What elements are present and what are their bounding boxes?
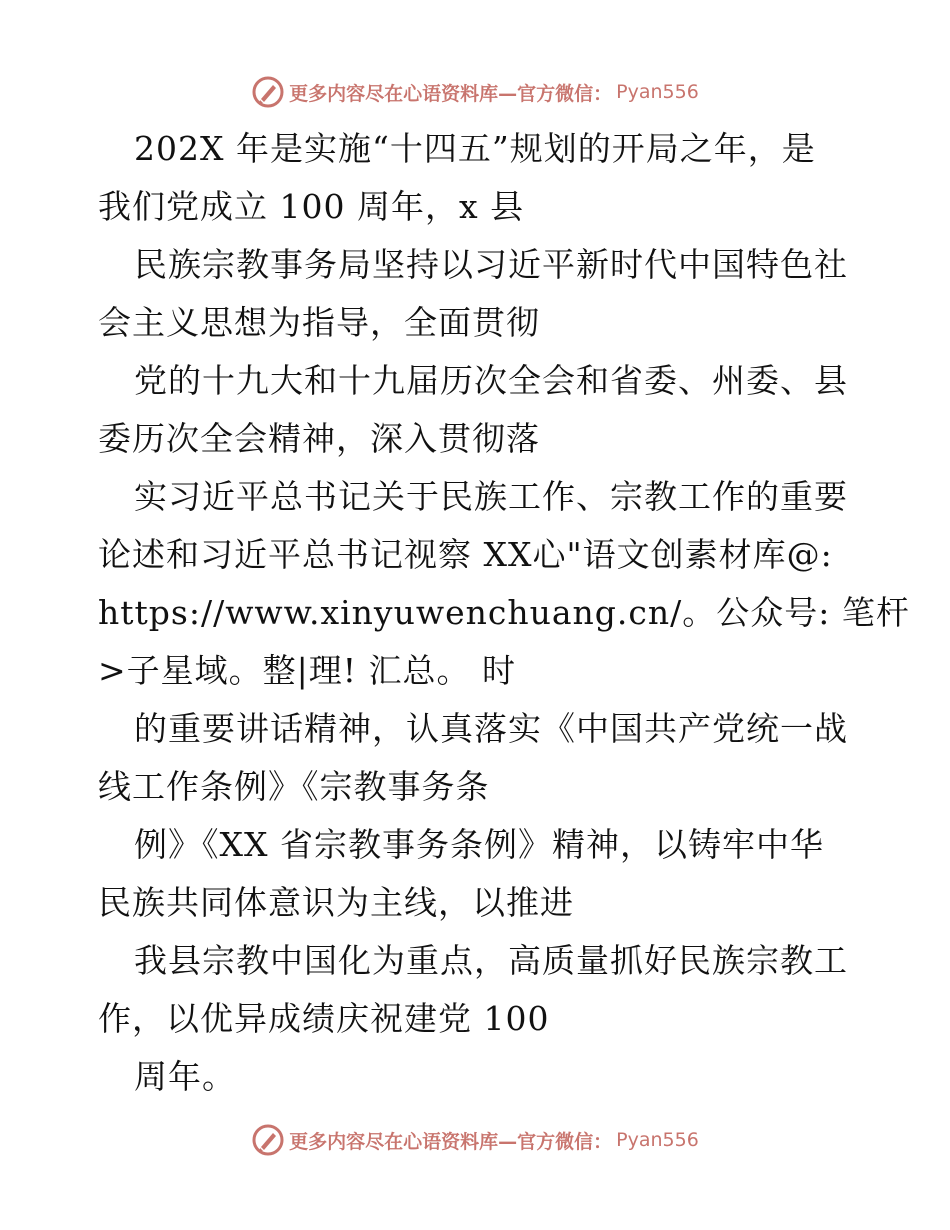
footer-watermark — [0, 1120, 950, 1160]
paragraph-line: 作，以优异成绩庆祝建党 100 — [98, 999, 550, 1038]
paragraph-line: https://www.xinyuwenchuang.cn/。公众号: 笔杆 — [98, 593, 910, 632]
paragraph-line: 我们党成立 100 周年，x 县 — [98, 187, 525, 226]
watermark-text: 更多内容尽在心语资料库—官方微信： — [289, 82, 613, 105]
watermark-text: 更多内容尽在心语资料库—官方微信： — [289, 1130, 613, 1153]
paragraph-line: 例》《XX 省宗教事务条例》精神，以铸牢中华 — [134, 825, 824, 864]
paragraph-line: 线工作条例》《宗教事务条 — [98, 767, 490, 806]
paragraph-line: 周年。 — [134, 1057, 236, 1096]
paragraph-line: 我县宗教中国化为重点，高质量抓好民族宗教工 — [134, 941, 848, 980]
watermark-wechat-id: Pyan556 — [616, 1129, 699, 1151]
paragraph-line: 实习近平总书记关于民族工作、宗教工作的重要 — [134, 477, 848, 516]
paragraph-line: 论述和习近平总书记视察 XX心"语文创素材库@: — [98, 535, 833, 574]
paragraph-line: 会主义思想为指导，全面贯彻 — [98, 303, 540, 342]
pen-logo-icon — [251, 1123, 285, 1157]
header-watermark — [0, 72, 950, 112]
paragraph-line: 民族共同体意识为主线，以推进 — [98, 883, 574, 922]
paragraph-line: 委历次全会精神，深入贯彻落 — [98, 419, 540, 458]
paragraph-line: 民族宗教事务局坚持以习近平新时代中国特色社 — [134, 245, 848, 284]
pen-logo-icon — [251, 75, 285, 109]
watermark-wechat-id: Pyan556 — [616, 81, 699, 103]
paragraph-line: 党的十九大和十九届历次全会和省委、州委、县 — [134, 361, 848, 400]
paragraph-line: 202X 年是实施“十四五”规划的开局之年，是 — [134, 129, 816, 168]
document-body — [98, 120, 910, 1106]
paragraph-line: >子星域。整|理! 汇总。 时 — [98, 651, 517, 690]
paragraph-line: 的重要讲话精神，认真落实《中国共产党统一战 — [134, 709, 848, 748]
